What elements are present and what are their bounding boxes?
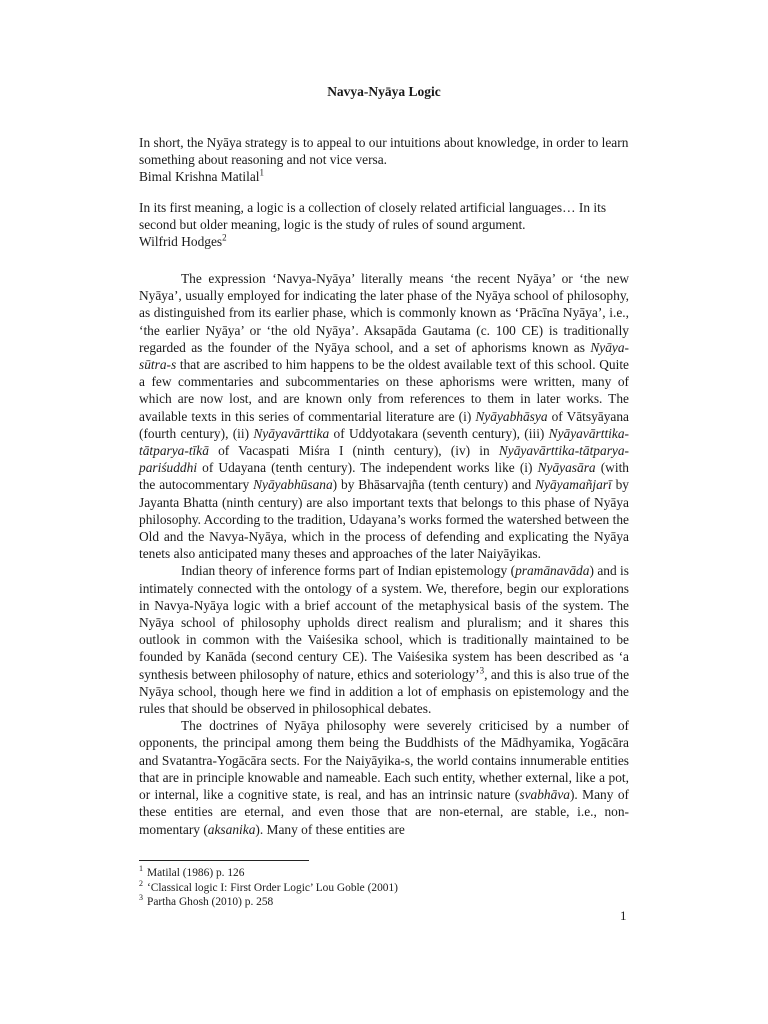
paragraph-3 <box>139 717 629 837</box>
text-run: ). Many of these entities are eternal, and even those that are non-eternal, are stable, i.e., non-momentary ( <box>139 787 629 837</box>
text-run: ). Many of these entities are <box>255 821 405 837</box>
footnote-3-text: Partha Ghosh (2010) p. 258 <box>147 896 274 908</box>
italic-term: Nyāyasāra <box>537 460 596 476</box>
italic-term: svabhāva <box>519 787 570 803</box>
text-run: of Uddyotakara (seventh century), (iii) <box>329 425 549 441</box>
text-run: The doctrines of Nyāya philosophy were severely criticised by a number of opponents, the principal among them being the Buddhists of the Mādhyamika, Yogācāra and Svatantra-Yogācāra sects. For the Naiyāyika-s, the world contains innumerable entities that are in principle knowable and nameable. Each such entity, whether external, like a pot, or internal, like a cognitive state, is real, and has an intrinsic nature ( <box>139 718 629 803</box>
epigraph-1 <box>139 134 629 186</box>
epigraph-2-note: 2 <box>222 232 227 243</box>
epigraph-2-author: Wilfrid Hodges <box>139 234 223 250</box>
text-run: (with the autocommentary <box>139 460 629 493</box>
italic-term: Nyāyabhūsana <box>253 477 333 493</box>
epigraph-2-attribution <box>139 233 629 250</box>
text-run: of Udayana (tenth century). The independent works like (i) <box>197 460 538 476</box>
text-run: that are ascribed to him happens to be the oldest available text of this school. Quite a few commentaries and subcommentaries on these aphorisms were written, many of which are now lost, and are known only from references to them in later works. The available texts in this series of commentarial literature are (i) <box>139 357 629 424</box>
epigraph-1-text: In short, the Nyāya strategy is to appeal to our intuitions about knowledge, in order to learn something about reasoning and not vice versa. <box>139 135 629 168</box>
italic-term: Nyāyabhāsya <box>475 408 548 424</box>
footnote-3-mark: 3 <box>139 893 143 903</box>
text-run: Indian theory of inference forms part of Indian epistemology ( <box>181 563 516 579</box>
text-run: ) and is intimately connected with the ontology of a system. We, therefore, begin our explorations in Navya-Nyāya logic with a brief account of the metaphysical basis of the system. The Nyāya school of philosophy upholds direct realism and pluralism; and it shares this outlook in common with the Vaiśesika school, which is traditionally maintained to be founded by Kanāda (second century CE). The Vaiśesika system has been described as ‘a synthesis between philosophy of nature, ethics and soteriology’ <box>139 563 629 682</box>
page-title: Navya-Nyāya Logic <box>327 84 441 99</box>
epigraph-1-author: Bimal Krishna Matilal <box>139 169 260 185</box>
text-run: by Jayanta Bhatta (ninth century) are also important texts that belongs to this phase of Nyāya philosophy. According to the tradition, Udayana’s works formed the watershed between the Old and the Navya-Nyāya, which in the process of defending and explicating the Nyāya tenets also anticipated many theses and approaches of the later Naiyāyikas. <box>139 477 629 562</box>
footnote-2-mark: 2 <box>139 878 143 888</box>
text-run: , and this is also true of the Nyāya school, though here we find in addition a lot of emphasis on epistemology and the rules that should be observed in philosophical debates. <box>139 666 630 717</box>
footnote-2 <box>139 878 629 896</box>
footnote-reference: 3 <box>479 665 485 676</box>
italic-term: Nyāya-sūtra-s <box>139 339 629 373</box>
text-run: The expression ‘Navya-Nyāya’ literally means ‘the recent Nyāya’ or ‘the new Nyāya’, usually employed for indicating the later phase of the Nyāya school of philosophy, as distinguished from its earlier phase, which is commonly known as ‘Prācīna Nyāya’, i.e., ‘the earlier Nyāya’ or ‘the old Nyāya’. Aksapāda Gautama (c. 100 CE) is traditionally regarded as the founder of the Nyāya school, and a set of aphorisms known as <box>139 271 629 355</box>
italic-term: aksanika <box>207 821 256 837</box>
text-run: of Vacaspati Miśra I (ninth century), (iv) in <box>208 443 499 459</box>
footnote-divider <box>139 860 309 861</box>
footnote-2-text: ‘Classical logic I: First Order Logic’ Lou Goble (2001) <box>147 881 398 894</box>
page-number: 1 <box>620 908 627 923</box>
italic-term: Nyāyavārttika-tātparya-pariśuddhi <box>139 443 629 476</box>
footnotes <box>139 866 629 910</box>
epigraph-1-note: 1 <box>259 167 264 178</box>
body-text <box>139 270 629 838</box>
epigraph-2-text: In its first meaning, a logic is a collection of closely related artificial languages… In its second but older meaning, logic is the study of rules of sound argument. <box>139 200 607 233</box>
epigraph-2 <box>139 199 629 251</box>
footnote-1 <box>139 866 629 881</box>
text-run: of Vātsyāyana (fourth century), (ii) <box>139 408 629 441</box>
footnote-1-mark: 1 <box>139 864 143 874</box>
italic-term: pramānavāda <box>515 563 590 579</box>
footnote-3 <box>139 895 629 910</box>
italic-term: Nyāyavārttika <box>253 425 330 441</box>
italic-term: Nyāyavārttika-tātparya-tīkā <box>139 425 629 459</box>
paragraph-2 <box>139 562 629 717</box>
epigraph-1-attribution <box>139 168 629 185</box>
paragraph-1 <box>139 270 629 562</box>
footnote-1-text: Matilal (1986) p. 126 <box>147 867 245 879</box>
italic-term: Nyāyamañjarī <box>535 477 612 493</box>
text-run: ) by Bhāsarvajña (tenth century) and <box>332 477 536 493</box>
